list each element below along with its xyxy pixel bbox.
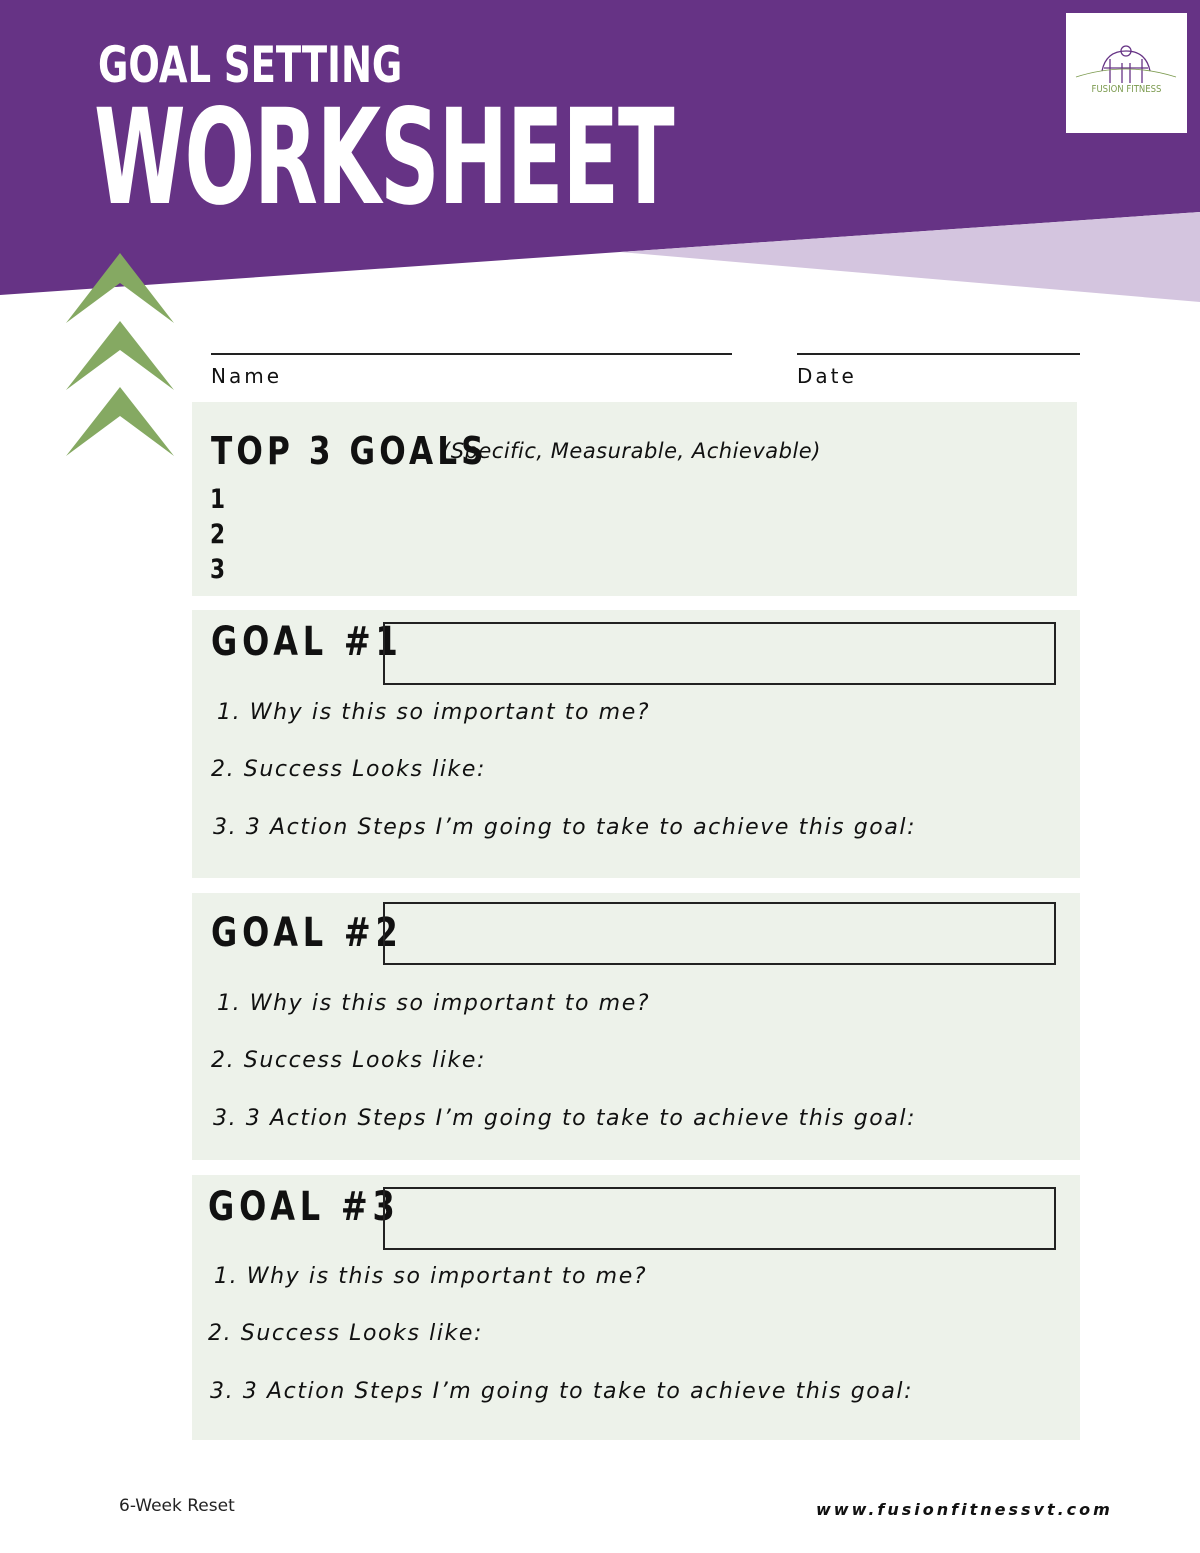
footer-program-name: 6-Week Reset bbox=[119, 1496, 235, 1516]
goal-3-question-actions: 3. 3 Action Steps I’m going to take to achieve this goal: bbox=[210, 1379, 914, 1404]
chevron-arrows-icon bbox=[66, 253, 174, 457]
logo-mark-icon bbox=[1066, 13, 1187, 133]
goal-3-heading: GOAL #3 bbox=[208, 1184, 400, 1230]
logo-text: FUSION FITNESS bbox=[1091, 84, 1162, 95]
footer-website: www.fusionfitnessvt.com bbox=[816, 1500, 1113, 1519]
goal-2-question-success: 2. Success Looks like: bbox=[211, 1048, 487, 1073]
title-worksheet: WORKSHEET bbox=[94, 81, 674, 235]
fusion-fitness-logo bbox=[1066, 13, 1187, 133]
date-label: Date bbox=[797, 364, 857, 388]
goal-2-input-box[interactable] bbox=[383, 902, 1056, 965]
goal-1-heading: GOAL #1 bbox=[211, 619, 403, 665]
date-line[interactable] bbox=[797, 353, 1080, 355]
top-goal-number: 3 bbox=[210, 554, 226, 585]
top-goals-subheading: (Specific, Measurable, Achievable) bbox=[442, 439, 821, 463]
title-goal-setting: GOAL SETTING bbox=[98, 36, 403, 94]
goal-1-question-success: 2. Success Looks like: bbox=[211, 757, 487, 782]
top-goal-number: 1 bbox=[210, 484, 226, 515]
goal-2-heading: GOAL #2 bbox=[211, 910, 403, 956]
top-goals-heading: TOP 3 GOALS bbox=[211, 429, 488, 473]
goal-1-question-why: 1. Why is this so important to me? bbox=[217, 700, 651, 725]
goal-3-input-box[interactable] bbox=[383, 1187, 1056, 1250]
goal-2-question-actions: 3. 3 Action Steps I’m going to take to achieve this goal: bbox=[213, 1106, 917, 1131]
goal-1-question-actions: 3. 3 Action Steps I’m going to take to achieve this goal: bbox=[213, 815, 917, 840]
goal-1-input-box[interactable] bbox=[383, 622, 1056, 685]
name-label: Name bbox=[211, 364, 283, 388]
name-line[interactable] bbox=[211, 353, 732, 355]
top-goal-number: 2 bbox=[210, 519, 226, 550]
goal-3-question-success: 2. Success Looks like: bbox=[208, 1321, 484, 1346]
goal-2-question-why: 1. Why is this so important to me? bbox=[217, 991, 651, 1016]
goal-3-question-why: 1. Why is this so important to me? bbox=[214, 1264, 648, 1289]
